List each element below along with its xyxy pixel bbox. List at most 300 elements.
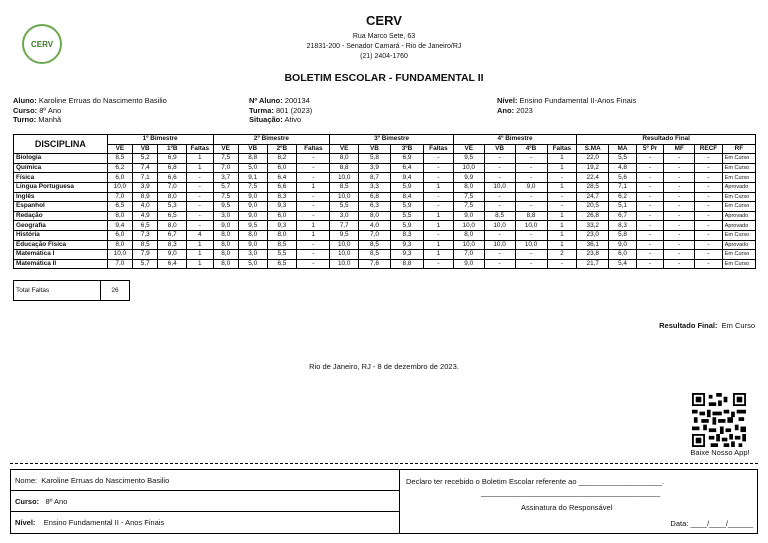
column-header: Faltas	[297, 144, 330, 154]
table-cell: 22,4	[577, 173, 609, 183]
table-cell: -	[297, 173, 330, 183]
receipt-name-value: Karoline Erruas do Nascimento Basilio	[41, 476, 170, 485]
table-cell: 8,8	[238, 154, 267, 164]
situacao-label: Situação:	[249, 115, 283, 124]
table-cell: 6,8	[359, 192, 391, 202]
table-cell: 8,5	[107, 154, 132, 164]
table-cell: 8,0	[213, 250, 238, 260]
place-date: Rio de Janeiro, RJ - 8 de dezembro de 2023.	[309, 362, 459, 371]
table-cell: 1	[547, 240, 577, 250]
table-cell: -	[636, 163, 664, 173]
receipt-nivel-value: Ensino Fundamental II - Anos Finais	[43, 518, 165, 527]
table-cell: 8,5	[359, 250, 391, 260]
table-cell: -	[484, 250, 515, 260]
table-cell: -	[695, 259, 723, 269]
qr-label: Baixe Nosso App!	[690, 448, 750, 457]
table-row	[14, 240, 756, 250]
table-row	[14, 202, 756, 212]
table-cell: -	[515, 230, 547, 240]
table-cell: -	[484, 163, 515, 173]
table-cell: 9,0	[238, 202, 267, 212]
table-cell: -	[664, 250, 695, 260]
table-cell: -	[297, 154, 330, 164]
table-cell: 9,5	[213, 202, 238, 212]
table-cell: 8,2	[267, 154, 297, 164]
table-cell: 2	[547, 250, 577, 260]
table-cell: 8,0	[238, 230, 267, 240]
table-cell: 5,5	[330, 202, 359, 212]
table-cell: 9,3	[390, 250, 423, 260]
table-cell: -	[695, 240, 723, 250]
table-cell: -	[636, 211, 664, 221]
column-header: Faltas	[187, 144, 213, 154]
table-cell: 4,8	[609, 163, 637, 173]
table-cell: 8,5	[484, 211, 515, 221]
table-cell: -	[515, 163, 547, 173]
table-cell: 36,1	[577, 240, 609, 250]
table-cell: 8,0	[359, 211, 391, 221]
table-cell: -	[424, 259, 454, 269]
table-cell: 8,0	[213, 230, 238, 240]
table-cell: 7,0	[107, 192, 132, 202]
table-cell: -	[636, 202, 664, 212]
table-cell: 6,4	[267, 173, 297, 183]
table-cell: -	[636, 154, 664, 164]
table-row	[14, 259, 756, 269]
table-cell: -	[636, 192, 664, 202]
table-cell: 8,0	[213, 240, 238, 250]
table-cell: 7,0	[453, 250, 484, 260]
column-header: VB	[133, 144, 158, 154]
subject-cell: História	[14, 230, 108, 240]
receipt-declaration: Declaro ter recebido o Boletim Escolar referente ao ____________________.	[406, 477, 665, 486]
table-cell: 8,5	[267, 240, 297, 250]
group-header: 2º Bimestre	[213, 135, 330, 145]
school-phone: (21) 2404-1760	[360, 53, 408, 60]
table-cell: 8,0	[267, 230, 297, 240]
table-cell: 7,5	[453, 192, 484, 202]
table-cell: 8,0	[107, 211, 132, 221]
table-cell: -	[636, 182, 664, 192]
table-cell: -	[664, 240, 695, 250]
table-cell: 5,9	[390, 202, 423, 212]
table-cell: -	[547, 202, 577, 212]
table-cell: 7,0	[107, 259, 132, 269]
table-cell: 10,0	[453, 163, 484, 173]
receipt-nivel-row	[11, 512, 399, 533]
table-cell: -	[515, 173, 547, 183]
table-cell: 23,0	[577, 230, 609, 240]
receipt-curso-value: 8º Ano	[45, 497, 68, 506]
table-cell: -	[515, 259, 547, 269]
table-cell: 6,0	[107, 230, 132, 240]
table-cell: 9,0	[238, 211, 267, 221]
subject-cell: Química	[14, 163, 108, 173]
total-faltas-label: Total Faltas	[14, 281, 101, 301]
column-header: 3ºB	[390, 144, 423, 154]
table-cell: 8,0	[330, 154, 359, 164]
table-cell: -	[424, 202, 454, 212]
table-cell: 3,9	[133, 182, 158, 192]
table-cell: 6,3	[359, 202, 391, 212]
table-cell: -	[695, 221, 723, 231]
table-cell: 1	[424, 240, 454, 250]
table-cell: 4	[187, 230, 213, 240]
table-cell: 9,0	[238, 240, 267, 250]
table-cell: 9,0	[158, 250, 187, 260]
table-cell: 6,2	[107, 163, 132, 173]
turno-label: Turno:	[13, 115, 37, 124]
table-cell: -	[664, 173, 695, 183]
table-cell: -	[515, 154, 547, 164]
table-cell: -	[695, 163, 723, 173]
logo-text: CERV	[30, 39, 54, 49]
table-cell: 8,8	[515, 211, 547, 221]
receipt-date-field: Data: ____/____/______	[670, 519, 753, 528]
table-cell: 5,7	[133, 259, 158, 269]
table-cell: Aprovado	[722, 182, 755, 192]
table-cell: -	[187, 182, 213, 192]
table-cell: Em Curso	[722, 230, 755, 240]
table-cell: 1	[424, 221, 454, 231]
table-cell: 1	[297, 182, 330, 192]
column-header: VE	[453, 144, 484, 154]
table-cell: -	[636, 250, 664, 260]
table-cell: -	[664, 154, 695, 164]
table-cell: 9,9	[453, 173, 484, 183]
table-cell: 7,1	[133, 173, 158, 183]
cut-line	[10, 463, 758, 464]
subject-cell: Educação Física	[14, 240, 108, 250]
qr-code-icon[interactable]	[692, 393, 746, 447]
table-cell: 10,0	[330, 173, 359, 183]
table-cell: 7,4	[133, 163, 158, 173]
turno-value: Manhã	[38, 115, 62, 124]
table-cell: 4,0	[359, 221, 391, 231]
table-cell: 1	[187, 163, 213, 173]
table-group-header-row	[14, 135, 756, 145]
result-final-value: Em Curso	[721, 321, 755, 330]
ano-label: Ano:	[497, 105, 515, 115]
group-header: 1º Bimestre	[107, 135, 213, 145]
table-cell: -	[664, 202, 695, 212]
table-cell: 1	[297, 230, 330, 240]
table-cell: 7,7	[330, 221, 359, 231]
table-cell: 7,0	[158, 182, 187, 192]
table-row	[14, 250, 756, 260]
curso-value: 8º Ano	[39, 105, 62, 115]
table-cell: 7,3	[133, 230, 158, 240]
table-cell: 1	[547, 182, 577, 192]
table-cell: 8,3	[609, 221, 637, 231]
table-cell: 8,8	[330, 163, 359, 173]
document-title: BOLETIM ESCOLAR - FUNDAMENTAL II	[284, 72, 484, 84]
table-cell: 8,9	[133, 192, 158, 202]
subject-cell: Matemática II	[14, 259, 108, 269]
table-cell: 1	[547, 221, 577, 231]
table-cell: -	[187, 211, 213, 221]
column-header: VB	[484, 144, 515, 154]
column-header: VE	[107, 144, 132, 154]
table-cell: 7,5	[213, 154, 238, 164]
situacao-value: Ativo	[284, 115, 302, 124]
table-cell: 5,0	[238, 163, 267, 173]
table-cell: -	[664, 211, 695, 221]
signature-label: Assinatura do Responsável	[521, 503, 613, 512]
table-cell: 10,0	[107, 250, 132, 260]
table-cell: -	[297, 202, 330, 212]
table-cell: 8,0	[158, 221, 187, 231]
table-cell: 9,5	[238, 221, 267, 231]
disciplina-header: DISCIPLINA	[14, 135, 108, 154]
column-header: VE	[330, 144, 359, 154]
table-cell: 6,9	[390, 154, 423, 164]
column-header: 1ºB	[158, 144, 187, 154]
column-header: MA	[609, 144, 637, 154]
table-cell: Em Curso	[722, 259, 755, 269]
table-cell: 7,5	[453, 202, 484, 212]
table-cell: -	[515, 250, 547, 260]
table-cell: 6,0	[267, 163, 297, 173]
table-cell: -	[424, 192, 454, 202]
column-header: RF	[722, 144, 755, 154]
subject-cell: Matemática I	[14, 250, 108, 260]
table-cell: 8,0	[213, 259, 238, 269]
table-cell: 6,5	[107, 202, 132, 212]
grades-body	[14, 154, 756, 269]
table-cell: 9,5	[330, 230, 359, 240]
nivel-value: Ensino Fundamental II-Anos Finais	[519, 96, 637, 105]
table-cell: 8,8	[390, 259, 423, 269]
table-cell: -	[695, 192, 723, 202]
receipt-student-box	[11, 470, 400, 533]
table-cell: 5,5	[267, 250, 297, 260]
table-cell: Em Curso	[722, 192, 755, 202]
total-faltas-row	[14, 281, 130, 301]
table-cell: 6,6	[267, 182, 297, 192]
table-cell: Aprovado	[722, 240, 755, 250]
table-cell: -	[484, 173, 515, 183]
ano-value: 2023	[516, 105, 533, 115]
table-cell: 7,0	[213, 163, 238, 173]
subject-cell: Redação	[14, 211, 108, 221]
table-cell: 6,8	[158, 163, 187, 173]
table-cell: -	[695, 230, 723, 240]
table-cell: -	[297, 163, 330, 173]
turma-label: Turma:	[249, 105, 274, 115]
table-cell: -	[424, 230, 454, 240]
table-cell: 1	[547, 230, 577, 240]
table-cell: 8,7	[359, 173, 391, 183]
table-cell: 8,3	[390, 230, 423, 240]
table-cell: -	[297, 211, 330, 221]
table-cell: -	[547, 192, 577, 202]
table-cell: 9,0	[453, 259, 484, 269]
grades-table	[13, 134, 756, 269]
table-cell: 23,8	[577, 250, 609, 260]
address-city: 21831-200 - Senador Camará - Rio de Janeiro/RJ	[306, 43, 462, 50]
table-cell: 6,5	[158, 211, 187, 221]
table-cell: 9,0	[609, 240, 637, 250]
table-cell: 7,5	[213, 192, 238, 202]
table-cell: Aprovado	[722, 221, 755, 231]
table-cell: 1	[547, 154, 577, 164]
table-cell: 33,2	[577, 221, 609, 231]
group-header: 3º Bimestre	[330, 135, 453, 145]
receipt-name-row	[11, 470, 399, 491]
table-cell: -	[695, 211, 723, 221]
table-cell: -	[297, 192, 330, 202]
table-cell: 6,0	[609, 250, 637, 260]
table-cell: -	[484, 192, 515, 202]
group-header: 4º Bimestre	[453, 135, 576, 145]
subject-cell: Espanhol	[14, 202, 108, 212]
table-cell: 10,0	[484, 182, 515, 192]
total-faltas-table	[13, 280, 130, 301]
table-cell: 22,0	[577, 154, 609, 164]
table-cell: -	[695, 182, 723, 192]
table-cell: -	[515, 192, 547, 202]
table-cell: 1	[547, 163, 577, 173]
table-cell: -	[297, 250, 330, 260]
table-cell: 3,3	[359, 182, 391, 192]
table-cell: -	[484, 259, 515, 269]
table-cell: 10,0	[515, 221, 547, 231]
table-cell: 6,7	[609, 211, 637, 221]
table-cell: 10,0	[453, 221, 484, 231]
table-cell: 1	[424, 250, 454, 260]
table-sub-header-row	[14, 144, 756, 154]
turma-value: 801 (2023)	[275, 105, 313, 115]
column-header: 4ºB	[515, 144, 547, 154]
table-cell: 9,3	[267, 202, 297, 212]
table-cell: -	[664, 192, 695, 202]
column-header: S.MA	[577, 144, 609, 154]
table-cell: 8,3	[267, 192, 297, 202]
receipt-curso-row	[11, 491, 399, 512]
table-cell: 1	[187, 259, 213, 269]
signature-line: ______________________________________________	[481, 490, 661, 497]
table-cell: 6,5	[267, 259, 297, 269]
table-cell: 3,7	[213, 173, 238, 183]
table-cell: -	[424, 173, 454, 183]
receipt-name-label: Nome:	[15, 476, 38, 485]
table-cell: 6,7	[158, 230, 187, 240]
table-cell: 8,4	[390, 192, 423, 202]
table-cell: 4,9	[133, 211, 158, 221]
table-cell: 6,5	[133, 221, 158, 231]
table-cell: 7,0	[359, 230, 391, 240]
receipt-curso-label: Curso:	[15, 497, 40, 506]
table-cell: -	[664, 182, 695, 192]
table-cell: 7,9	[133, 250, 158, 260]
table-cell: 6,9	[158, 154, 187, 164]
num-label: Nº Aluno:	[249, 96, 283, 105]
column-header: RECF	[695, 144, 723, 154]
table-cell: 9,4	[390, 173, 423, 183]
table-cell: 5,6	[609, 173, 637, 183]
table-cell: -	[187, 221, 213, 231]
subject-cell: Inglês	[14, 192, 108, 202]
table-cell: 6,2	[609, 192, 637, 202]
table-cell: Em Curso	[722, 154, 755, 164]
table-cell: 9,3	[267, 221, 297, 231]
table-cell: 3,0	[238, 250, 267, 260]
table-cell: 8,5	[359, 240, 391, 250]
table-cell: 1	[187, 240, 213, 250]
table-cell: -	[424, 154, 454, 164]
table-cell: 8,3	[158, 240, 187, 250]
table-cell: -	[297, 240, 330, 250]
table-cell: 8,0	[453, 230, 484, 240]
total-faltas-value: 26	[101, 281, 130, 301]
table-cell: 5,1	[609, 202, 637, 212]
table-cell: Em Curso	[722, 250, 755, 260]
table-cell: 9,0	[238, 192, 267, 202]
table-cell: 21,7	[577, 259, 609, 269]
table-cell: -	[636, 173, 664, 183]
table-cell: 5,9	[390, 182, 423, 192]
num-value: 200134	[284, 96, 310, 105]
column-header: Faltas	[424, 144, 454, 154]
table-cell: 1	[424, 182, 454, 192]
table-cell: 8,0	[453, 182, 484, 192]
table-cell: 9,4	[107, 221, 132, 231]
table-cell: 9,1	[238, 173, 267, 183]
column-header: 5º Pr	[636, 144, 664, 154]
column-header: Faltas	[547, 144, 577, 154]
table-cell: 5,9	[390, 221, 423, 231]
table-row	[14, 154, 756, 164]
table-cell: 5,4	[609, 259, 637, 269]
table-row	[14, 192, 756, 202]
table-cell: 6,0	[107, 173, 132, 183]
table-row	[14, 182, 756, 192]
subject-cell: Língua Portuguesa	[14, 182, 108, 192]
table-cell: 5,2	[133, 154, 158, 164]
address-street: Rua Marco Sete, 63	[352, 33, 416, 40]
table-row	[14, 163, 756, 173]
table-cell: 9,5	[453, 154, 484, 164]
table-cell: Em Curso	[722, 202, 755, 212]
table-row	[14, 211, 756, 221]
school-name: CERV	[366, 13, 402, 28]
student-info-middle	[249, 96, 312, 125]
table-row	[14, 230, 756, 240]
table-cell: -	[515, 202, 547, 212]
table-cell: 5,5	[390, 211, 423, 221]
table-cell: 5,7	[213, 182, 238, 192]
aluno-value: Karoline Erruas do Nascimento Basilio	[38, 96, 167, 105]
table-cell: 10,0	[484, 221, 515, 231]
table-cell: 3,0	[213, 211, 238, 221]
table-cell: 9,0	[515, 182, 547, 192]
table-cell: 1	[187, 250, 213, 260]
table-cell: 10,0	[330, 240, 359, 250]
table-cell: 10,0	[330, 192, 359, 202]
table-cell: -	[297, 259, 330, 269]
table-cell: -	[547, 259, 577, 269]
table-row	[14, 221, 756, 231]
table-cell: -	[636, 240, 664, 250]
table-cell: -	[636, 259, 664, 269]
table-cell: 1	[424, 211, 454, 221]
table-cell: 7,5	[238, 182, 267, 192]
column-header: VE	[213, 144, 238, 154]
table-cell: 5,8	[609, 230, 637, 240]
table-cell: 20,5	[577, 202, 609, 212]
table-cell: 8,0	[158, 192, 187, 202]
